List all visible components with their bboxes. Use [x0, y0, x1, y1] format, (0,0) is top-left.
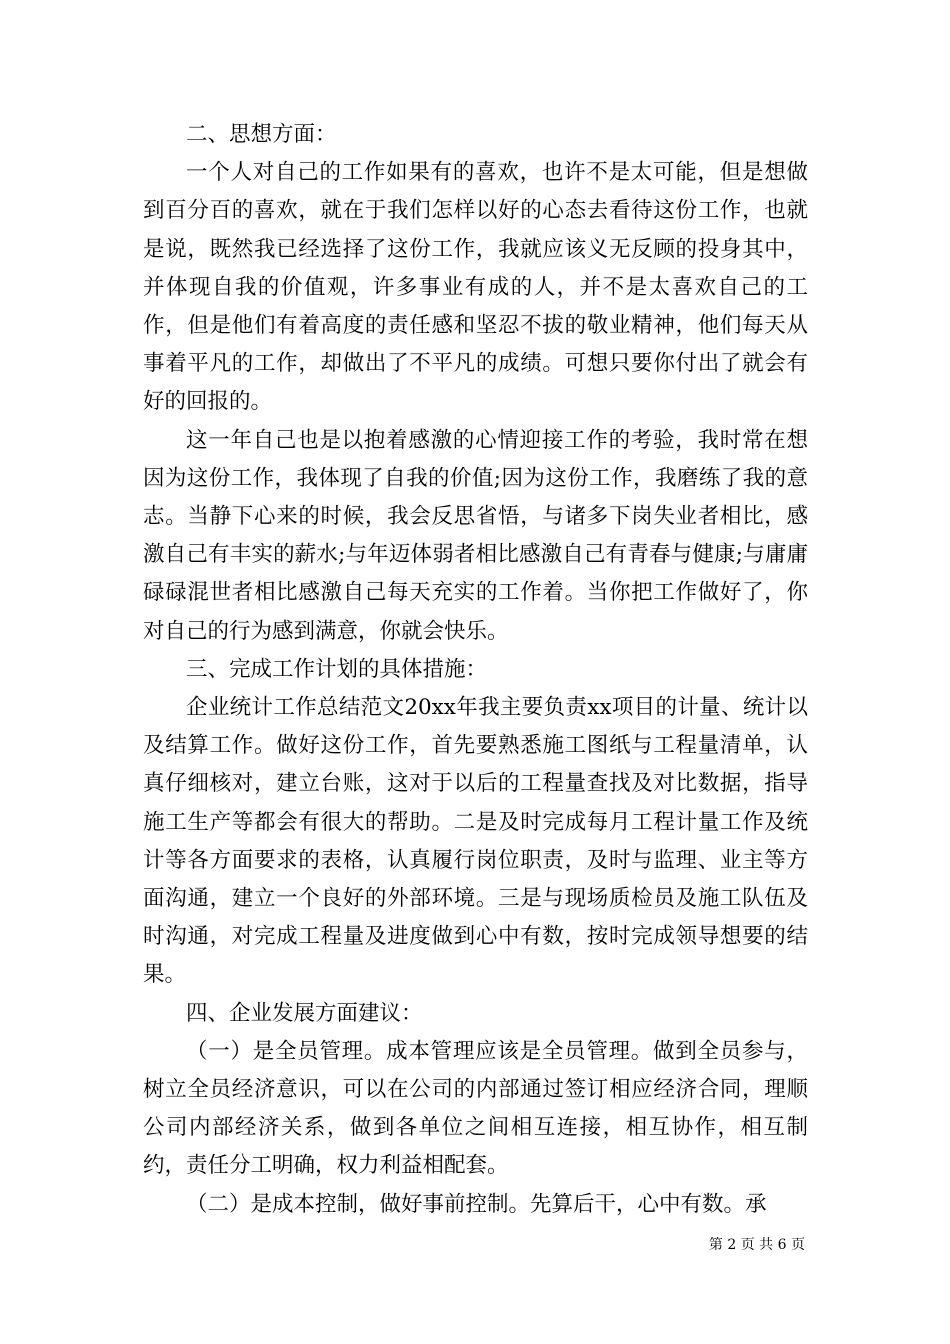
- page-number-footer: 第 2 页 共 6 页: [708, 1237, 805, 1253]
- document-body: [143, 116, 808, 1224]
- body-paragraph: 一个人对自己的工作如果有的喜欢，也许不是太可能，但是想做到百分百的喜欢，就在于我们怎样以好的心态去看待这份工作，也就是说，既然我已经选择了这份工作，我就应该义无反顾的投身其中，并体现自我的价值观，许多事业有成的人，并不是太喜欢自己的工作，但是他们有着高度的责任感和坚忍不拔的敬业精神，他们每天从事着平凡的工作，却做出了不平凡的成绩。可想只要你付出了就会有好的回报的。: [143, 160, 808, 415]
- body-paragraph: 这一年自己也是以抱着感激的心情迎接工作的考验，我时常在想因为这份工作，我体现了自我的价值;因为这份工作，我磨练了我的意志。当静下心来的时候，我会反思省悟，与诸多下岗失业者相比，感激自己有丰实的薪水;与年迈体弱者相比感激自己有青春与健康;与庸庸碌碌混世者相比感激自己每天充实的工作着。当你把工作做好了，你对自己的行为感到满意，你就会快乐。: [143, 427, 808, 644]
- body-paragraph: 企业统计工作总结范文20xx年我主要负责xx项目的计量、统计以及结算工作。做好这份工作，首先要熟悉施工图纸与工程量清单，认真仔细核对，建立台账，这对于以后的工程量查找及对比数据，指导施工生产等都会有很大的帮助。二是及时完成每月工程计量工作及统计等各方面要求的表格，认真履行岗位职责，及时与监理、业主等方面沟通，建立一个良好的外部环境。三是与现场质检员及施工队伍及时沟通，对完成工程量及进度做到心中有数，按时完成领导想要的结果。: [143, 695, 808, 988]
- section-heading: 三、完成工作计划的具体措施：: [186, 656, 488, 682]
- section-heading: 二、思想方面：: [186, 122, 337, 147]
- section-heading: 四、企业发展方面建议：: [186, 1000, 423, 1026]
- body-paragraph: （一）是全员管理。成本管理应该是全员管理。做到全员参与，树立全员经济意识，可以在公司的内部通过签订相应经济合同，理顺公司内部经济关系，做到各单位之间相互连接，相互协作，相互制约，责任分工明确，权力利益相配套。: [143, 1038, 808, 1179]
- body-paragraph: （二）是成本控制，做好事前控制。先算后干，心中有数。承: [186, 1191, 767, 1217]
